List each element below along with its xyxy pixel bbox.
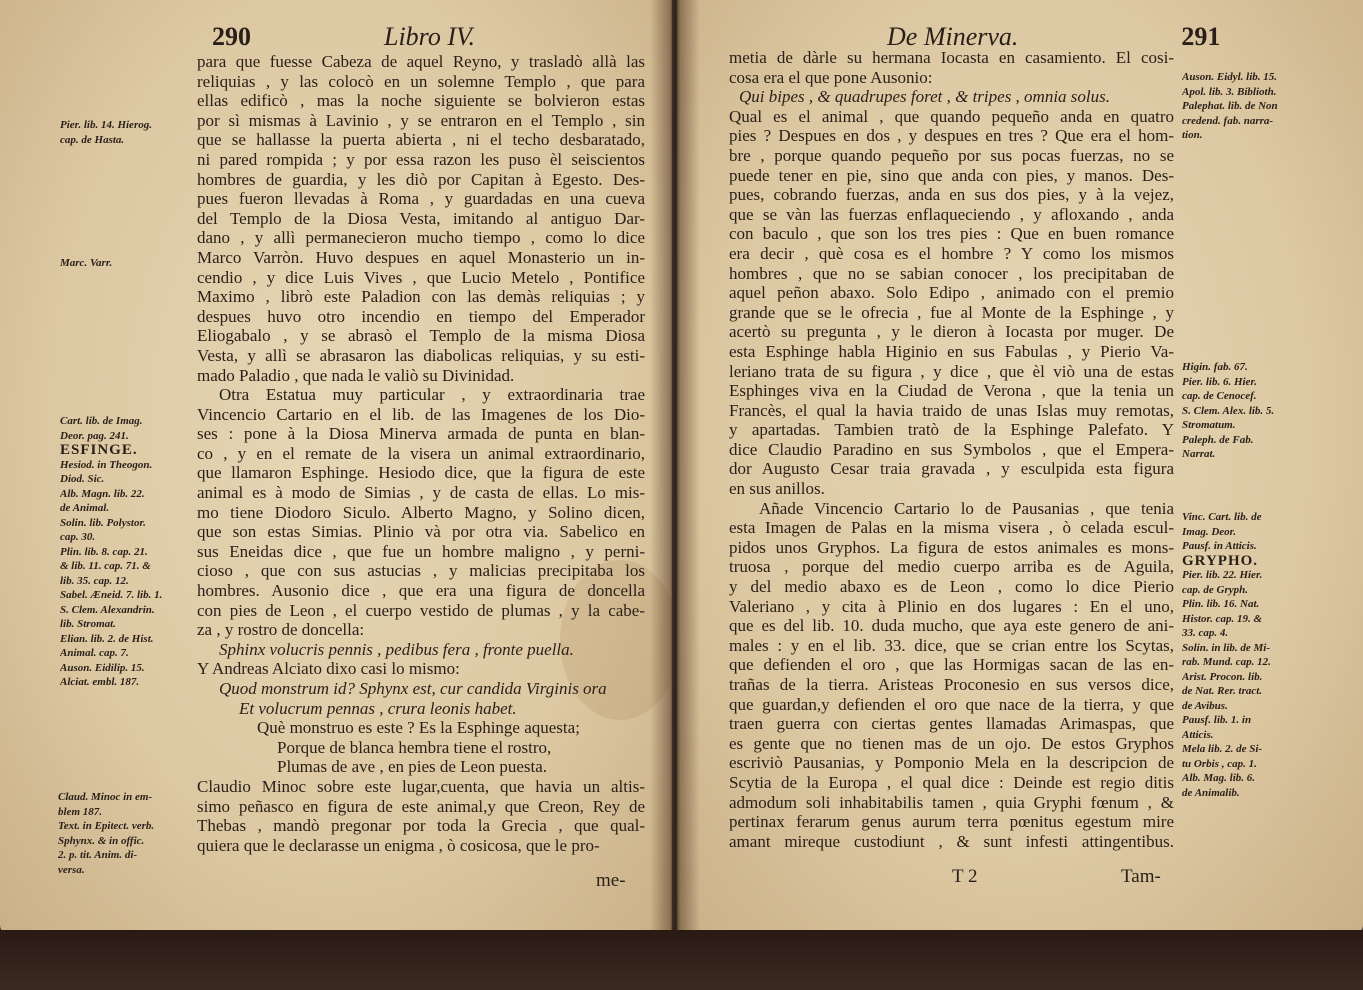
text-line: ni pared rompida ; y por essa razon les puso èl seiscientos — [197, 149, 645, 169]
right-page-number: 291 — [1181, 22, 1221, 51]
text-line: y del medio abaxo es de Leon , como lo dice Pierio — [729, 577, 1174, 597]
margin-note-line: Text. in Epitect. verb. — [58, 820, 155, 832]
margin-note-line: Deor. pag. 241. — [60, 429, 129, 442]
book-gutter — [650, 0, 700, 935]
margin-heading: GRYPHO. — [1182, 553, 1259, 568]
text-line: es gente que no tienen mas de un ojo. De estos Gryphos — [729, 733, 1174, 753]
text-line: ses : pone à la Diosa Minerva armada de punta en blan- — [197, 424, 645, 444]
text-line: escriviò Pausanias, y Pomponio Mela en la descripcion de — [729, 753, 1174, 773]
left-page — [0, 0, 672, 935]
right-body-text — [729, 48, 1174, 851]
margin-note-line: blem 187. — [58, 805, 102, 818]
text-line: Otra Estatua muy particular , y extraordinaria trae — [219, 385, 645, 405]
left-margin-note-1 — [60, 118, 190, 147]
margin-note-line: Elian. lib. 2. de Hist. — [60, 632, 154, 645]
text-line: del Templo de la Diosa Vesta, imitando al antiguo Dar- — [197, 208, 645, 228]
text-line: sus Eneidas dice , que fue un hombre maligno , y perni- — [197, 541, 645, 561]
text-line: que guardan,y defienden el oro que nace de la tierra, y que — [729, 694, 1174, 714]
text-line: esta Esphinge habla Higinio en sus Fabulas , y Pierio Va- — [729, 341, 1174, 361]
text-line: que llamaron Esphinge. Hesiodo dice, que la figura de este — [197, 463, 645, 483]
text-line: Porque de blanca hembra tiene el rostro, — [277, 737, 552, 757]
right-page — [677, 0, 1363, 935]
text-line: aquel peñon abaxo. Solo Edipo , animado con el premio — [729, 283, 1174, 303]
text-line: Añade Vincencio Cartario lo de Pausanias , que tenia — [759, 498, 1174, 518]
text-line: que se hallasse la puerta abierta , ni el techo desbaratado, — [197, 130, 645, 150]
right-margin-note-1 — [1182, 70, 1312, 143]
text-line: que son estas Simias. Plinio và por otra via. Sabelico en — [197, 522, 645, 542]
left-margin-note-2 — [60, 256, 190, 271]
text-line: Eliogabalo , y se abrasò el Templo de la misma Diosa — [197, 326, 645, 346]
text-line: era decir , què cosa es el hombre ? Y como los mismos — [729, 243, 1174, 263]
margin-note-line: lib. Stromat. — [60, 618, 116, 630]
text-line: puede tener en pie, sino que anda con pies, y manos. Des- — [729, 165, 1174, 185]
text-line: admodum soli inhabitabilis tamen , quia Gryphi fœnum , & — [729, 792, 1174, 812]
text-line: Qui bipes , & quadrupes foret , & tripes , omnia solus. — [739, 87, 1111, 107]
margin-note-line: Apol. lib. 3. Biblioth. — [1182, 85, 1277, 98]
text-line: Què monstruo es este ? Es la Esphinge aquesta; — [257, 718, 580, 738]
text-line: esta Imagen de Palas en la misma visera , ò celada escul- — [729, 518, 1174, 538]
text-line: quiera que le declarasse un enigma , ò cosicosa, que le pro- — [197, 835, 600, 855]
margin-note-line: Stromatum. — [1182, 419, 1236, 431]
text-line: co , y en el remate de la visera un animal extraordinario, — [197, 443, 645, 463]
margin-note-line: Alciat. embl. 187. — [60, 676, 140, 688]
margin-note-line: lib. 35. cap. 12. — [60, 574, 129, 587]
text-line: dor Augusto Cesar traia gravada , y esculpida esta figura — [729, 459, 1174, 479]
margin-note-line: cap. de Gryph. — [1182, 583, 1248, 596]
text-line: despues huvo otro incendio en tiempo del Emperador — [197, 306, 645, 326]
margin-note-line: tu Orbis , cap. 1. — [1182, 757, 1257, 770]
table-surface — [0, 930, 1363, 990]
text-line: Sphinx volucris pennis , pedibus fera , fronte puella. — [219, 639, 574, 659]
margin-note-line: Arist. Procon. lib. — [1182, 670, 1263, 683]
text-line: males : y en el lib. 33. dice, que se crian entre los Scytas, — [729, 635, 1174, 655]
text-line: que se vàn las fuerzas enflaqueciendo , y afloxando , anda — [729, 204, 1174, 224]
text-line: hombres , que no se sabian conocer , los precipitaban de — [729, 263, 1174, 283]
right-margin-note-3 — [1182, 510, 1312, 800]
text-line: animal es à modo de Simias , y de casta de ellas. Lo mis- — [197, 483, 645, 503]
text-line: leriano trata de su figura , y dice , que èl viò una de estas — [729, 361, 1174, 381]
text-line: ellas edificò , mas la noche siguiente se bolvieron estas — [197, 91, 645, 111]
margin-note-line: de Nat. Rer. tract. — [1182, 685, 1263, 697]
text-line: Maximo , librò este Paladion con las demàs reliquias ; y — [197, 287, 645, 307]
margin-heading: ESFINGE. — [60, 443, 138, 458]
text-line: y apartadas. Tambien tratò de la Esphinge Palefato. Y — [729, 420, 1174, 440]
margin-note-line: Auson. Eidilip. 15. — [60, 661, 145, 674]
right-catchword: Tam- — [1121, 866, 1161, 887]
text-line: cendio , y dice Luis Vives , que Lucio Metelo , Pontifice — [197, 267, 645, 287]
margin-note-line: Plin. lib. 8. cap. 21. — [60, 545, 148, 558]
margin-note-line: cap. de Hasta. — [60, 133, 125, 146]
left-margin-note-3 — [60, 414, 190, 690]
margin-note-line: Higin. fab. 67. — [1182, 361, 1248, 373]
text-line: Qual es el animal , que quando pequeño anda en quatro — [729, 106, 1174, 126]
margin-note-line: 2. p. tit. Anim. di- — [58, 849, 138, 861]
text-line: traen guerra con ciertas gentes llamadas Arimaspas, que — [729, 714, 1174, 734]
left-page-number: 290 — [212, 22, 251, 51]
margin-note-line: Plin. lib. 16. Nat. — [1182, 598, 1260, 610]
text-line: Vesta, y allì se abrasaron las diabolicas reliquias, y su esti- — [197, 345, 645, 365]
margin-note-line: S. Clem. Alexandrin. — [60, 603, 155, 616]
margin-note-line: Pausf. lib. 1. in — [1182, 714, 1252, 726]
margin-note-line: Marc. Varr. — [60, 257, 113, 269]
left-catchword: me- — [596, 870, 626, 891]
margin-note-line: Histor. cap. 19. & — [1182, 612, 1263, 625]
text-line: por sì mismas à Lavinio , y se entraron en el Templo , sin — [197, 110, 645, 130]
margin-note-line: Solin. lib. Polystor. — [60, 516, 146, 529]
margin-note-line: Diod. Sic. — [60, 473, 105, 485]
margin-note-line: versa. — [58, 863, 85, 876]
text-line: Quod monstrum id? Sphynx est, cur candida Virginis ora — [219, 679, 607, 698]
margin-note-line: Imag. Deor. — [1182, 525, 1237, 538]
text-line: Claudio Minoc sobre este lugar,cuenta, que havia un altis- — [197, 776, 645, 796]
text-line: en sus anillos. — [729, 479, 825, 499]
margin-note-line: Animal. cap. 7. — [60, 647, 129, 659]
margin-note-line: cap. de Cenocef. — [1182, 390, 1257, 402]
margin-note-line: Pier. lib. 22. Hier. — [1182, 569, 1263, 581]
text-line: mado Paladio , que nada le valiò su Divinidad. — [197, 365, 515, 385]
text-line: amant mireque custodiunt , & sunt infesti attingentibus. — [729, 831, 1174, 851]
margin-note-line: Mela lib. 2. de Si- — [1182, 743, 1263, 755]
margin-note-line: Claud. Minoc in em- — [58, 791, 153, 803]
text-line: con baculo , que son los tres pies : Que en buen romance — [729, 224, 1174, 244]
margin-note-line: & lib. 11. cap. 71. & — [60, 560, 151, 572]
margin-note-line: Sphynx. & in offic. — [58, 834, 145, 847]
text-line: Francès, el qual la havia traido de unas Islas muy remotas, — [729, 400, 1174, 420]
margin-note-line: 33. cap. 4. — [1182, 627, 1229, 639]
text-line: acertò su pregunta , y le dieron à Iocasta por muger. De — [729, 322, 1174, 342]
margin-note-line: Paleph. de Fab. — [1182, 433, 1254, 446]
text-line: Valeriano , y cita à Plinio en dos lugares : En el uno, — [729, 596, 1174, 616]
right-running-head: De Minerva. — [887, 22, 1019, 51]
text-line: reliquias , y las colocò en un solemne Templo , que para — [197, 71, 645, 91]
margin-note-line: Solin. in lib. de Mi- — [1182, 641, 1271, 654]
text-line: Thebas , mandò pregonar por toda la Grecia , que qual- — [197, 816, 645, 836]
margin-note-line: credend. fab. narra- — [1182, 114, 1274, 127]
text-line: cioso , que con sus astucias , y malicias precipitaba los — [197, 561, 645, 581]
text-line: Scytia de la Europa , el qual dice : Deinde est regio ditis — [729, 772, 1174, 792]
text-line: pues, cobrando fuerzas, anda en sus dos pies, y à la vejez, — [729, 185, 1174, 205]
text-line: Y Andreas Alciato dixo casi lo mismo: — [197, 659, 460, 679]
margin-note-line: Sabel. Æneid. 7. lib. 1. — [60, 589, 163, 601]
left-body-text — [197, 52, 645, 855]
text-line: Plumas de ave , en pies de Leon puesta. — [277, 757, 548, 777]
margin-note-line: Hesiod. in Theogon. — [60, 458, 153, 471]
text-line: Marco Varròn. Huvo despues en aquel Monasterio un in- — [197, 247, 645, 267]
text-line: Et volucrum pennas , crura leonis habet. — [239, 698, 517, 718]
right-signature: T 2 — [952, 866, 978, 887]
text-line: dice Claudio Paradino en sus Symbolos , que el Empera- — [729, 439, 1174, 459]
text-line: grande que se le ofrecia , fue al Monte de la Esphinge , y — [729, 302, 1174, 322]
margin-note-line: de Avibus. — [1182, 699, 1228, 712]
margin-note-line: Cart. lib. de Imag. — [60, 415, 143, 427]
text-line: con pies de Leon , el cuerpo vestido de plumas , y la cabe- — [197, 600, 645, 620]
right-margin-note-2 — [1182, 360, 1312, 462]
margin-note-line: S. Clem. Alex. lib. 5. — [1182, 404, 1275, 417]
text-line: que defienden el oro , que las Hormigas sacan de las en- — [729, 655, 1174, 675]
text-line: Esphinges viva en la Ciudad de Verona , que la tenia un — [729, 381, 1174, 401]
text-line: que es del lib. 10. duda mucho, que aya este genero de ani- — [729, 616, 1174, 636]
margin-note-line: Alb. Magn. lib. 22. — [60, 487, 145, 500]
margin-note-line: cap. 30. — [60, 531, 96, 543]
left-margin-note-4 — [58, 790, 188, 877]
margin-note-line: Pier. lib. 6. Hier. — [1182, 375, 1257, 388]
text-line: Vincencio Cartario en el lib. de las Imagenes de los Dio- — [197, 404, 645, 424]
text-line: truosa , porque del medio cuerpo arriba es de Aguila, — [729, 557, 1174, 577]
margin-note-line: rab. Mund. cap. 12. — [1182, 656, 1271, 668]
left-page-header — [212, 22, 475, 52]
text-line: dano , y allì permanecieron mucho tiempo , como lo dice — [197, 228, 645, 248]
text-line: trañas de la tierra. Aristeas Proconesio en sus versos dice, — [729, 675, 1174, 694]
text-line: pues fueron llevadas à Roma , y guardadas en una cueva — [197, 189, 645, 209]
text-line: bre , porque quando pequeño por sus pocas fuerzas, no se — [729, 145, 1174, 165]
margin-note-line: Pier. lib. 14. Hierog. — [60, 119, 152, 131]
margin-note-line: Vinc. Cart. lib. de — [1182, 511, 1262, 523]
text-line: hombres de guardia, y les diò por Capitan à Egesto. Des- — [197, 169, 645, 189]
margin-note-line: Narrat. — [1182, 448, 1216, 460]
margin-note-line: Palephat. lib. de Non — [1182, 100, 1278, 112]
text-line: pertinax ferarum genus aurum terra pœnitus egestum mire — [729, 812, 1174, 832]
text-line: pidos unos Gryphos. La figura de estos animales es mons- — [729, 537, 1174, 557]
text-line: za , y rostro de doncella: — [197, 620, 365, 640]
text-line: hombres. Ausonio dice , que era una figura de doncella — [197, 581, 645, 601]
margin-note-line: de Animal. — [60, 502, 110, 514]
text-line: cosa era el que pone Ausonio: — [729, 67, 933, 87]
text-line: simo peñasco en figura de este animal,y que Creon, Rey de — [197, 796, 645, 816]
margin-note-line: de Animalib. — [1182, 786, 1240, 799]
margin-note-line: Auson. Eidyl. lib. 15. — [1182, 71, 1278, 83]
text-line: mo tiene Diodoro Siculo. Alberto Magno, y Solino dicen, — [197, 502, 645, 522]
left-running-head: Libro IV. — [384, 22, 476, 51]
margin-note-line: tion. — [1182, 129, 1203, 141]
margin-note-line: Atticis. — [1182, 728, 1214, 741]
text-line: para que fuesse Cabeza de aquel Reyno, y trasladò allà las — [197, 52, 645, 71]
margin-note-line: Alb. Mag. lib. 6. — [1182, 772, 1256, 784]
margin-note-line: Pausf. in Atticis. — [1182, 540, 1257, 552]
text-line: pies ? Despues en dos , y despues en tres ? Que era el hom- — [729, 126, 1174, 146]
text-line: metia de dàrle su hermana Iocasta en casamiento. El cosi- — [729, 48, 1174, 67]
